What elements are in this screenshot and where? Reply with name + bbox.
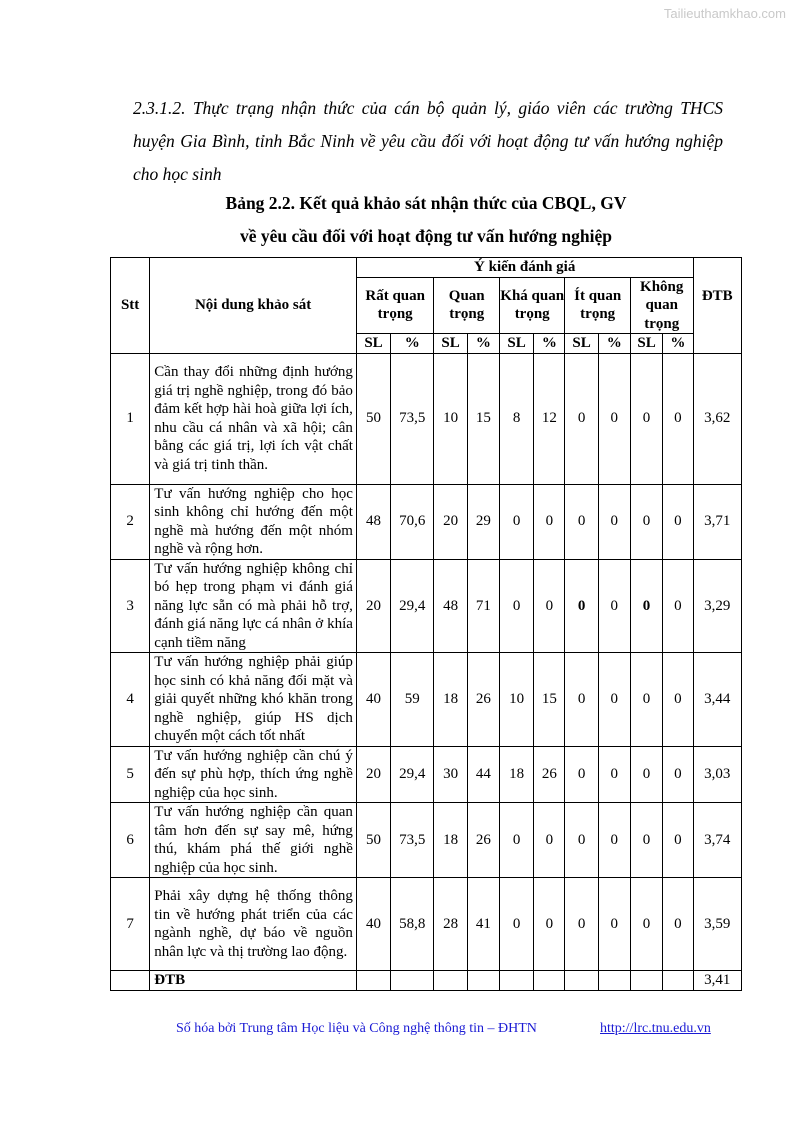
row-value: 50 (356, 803, 390, 878)
header-sl: SL (565, 334, 598, 354)
row-content: Tư vấn hướng nghiệp cần quan tâm hơn đến sự say mê, hứng thú, khám phá thế giới nghề nghiệp của học sinh. (150, 803, 357, 878)
table-caption-line2: về yêu cầu đối với hoạt động tư vấn hướng nghiệp (240, 226, 612, 246)
total-empty (467, 971, 499, 991)
watermark: Tailieuthamkhao.com (663, 6, 786, 21)
header-evaluation-group: Ý kiến đánh giá (356, 258, 693, 278)
row-value: 15 (534, 653, 565, 747)
header-sl: SL (630, 334, 662, 354)
total-empty (630, 971, 662, 991)
row-value: 0 (534, 803, 565, 878)
row-value: 0 (565, 484, 598, 559)
row-stt: 2 (111, 484, 150, 559)
row-value: 20 (356, 746, 390, 803)
row-content: Phải xây dựng hệ thống thông tin về hướng phát triển của các ngành nghề, dự báo về nguồn nhân lực và thị trường lao động. (150, 878, 357, 971)
header-level-4: Ít quan trọng (565, 277, 630, 334)
row-value: 0 (598, 559, 630, 653)
row-value: 0 (598, 803, 630, 878)
row-value: 41 (467, 878, 499, 971)
header-pct: % (467, 334, 499, 354)
row-dtb: 3,71 (693, 484, 742, 559)
row-value: 0 (630, 353, 662, 484)
row-value: 0 (499, 878, 533, 971)
row-value: 40 (356, 878, 390, 971)
total-row (111, 971, 742, 991)
row-value: 0 (565, 803, 598, 878)
row-content: Tư vấn hướng nghiệp không chỉ bó hẹp trong phạm vi đánh giá năng lực sẵn có mà phải hỗ trợ, đánh giá năng lực cá nhân ở khía cạnh tiềm năng (150, 559, 357, 653)
row-value: 0 (630, 878, 662, 971)
row-value: 58,8 (391, 878, 434, 971)
header-stt: Stt (111, 258, 150, 354)
row-value: 15 (467, 353, 499, 484)
row-stt: 4 (111, 653, 150, 747)
row-value: 0 (663, 653, 693, 747)
table-row (111, 353, 742, 484)
table-row (111, 559, 742, 653)
row-value: 28 (434, 878, 467, 971)
row-content: Cần thay đổi những định hướng giá trị nghề nghiệp, trong đó bảo đảm kết hợp hài hoà giữa lợi ích, nhu cầu cá nhân và xã hội; cân bằng các giá trị, lợi ích vật chất và giá trị tinh thần. (150, 353, 357, 484)
row-value: 0 (598, 746, 630, 803)
total-dtb: 3,41 (693, 971, 742, 991)
table-row (111, 746, 742, 803)
total-empty (499, 971, 533, 991)
total-empty (356, 971, 390, 991)
table-body (111, 353, 742, 990)
row-content: Tư vấn hướng nghiệp phải giúp học sinh có khả năng đối mặt và giải quyết những khó khăn trong nghề nghiệp, giúp HS dịch chuyển một cách tốt nhất (150, 653, 357, 747)
row-value: 0 (565, 559, 598, 653)
row-value: 73,5 (391, 803, 434, 878)
row-value: 0 (534, 559, 565, 653)
row-value: 0 (534, 878, 565, 971)
survey-table (110, 257, 742, 991)
total-empty (598, 971, 630, 991)
row-value: 73,5 (391, 353, 434, 484)
row-value: 48 (356, 484, 390, 559)
header-sl: SL (356, 334, 390, 354)
footer-credit: Số hóa bởi Trung tâm Học liệu và Công nghệ thông tin – ĐHTN (176, 1021, 537, 1036)
row-value: 0 (663, 803, 693, 878)
row-value: 0 (499, 559, 533, 653)
row-dtb: 3,29 (693, 559, 742, 653)
row-value: 30 (434, 746, 467, 803)
row-value: 26 (467, 653, 499, 747)
total-stt (111, 971, 150, 991)
total-empty (391, 971, 434, 991)
row-value: 0 (565, 653, 598, 747)
header-dtb: ĐTB (693, 277, 742, 353)
header-pct: % (534, 334, 565, 354)
row-value: 0 (630, 653, 662, 747)
header-pct: % (391, 334, 434, 354)
row-value: 0 (663, 878, 693, 971)
row-value: 0 (630, 559, 662, 653)
row-value: 0 (565, 746, 598, 803)
row-value: 0 (534, 484, 565, 559)
row-value: 8 (499, 353, 533, 484)
table-row (111, 803, 742, 878)
row-value: 44 (467, 746, 499, 803)
row-value: 0 (598, 878, 630, 971)
row-value: 0 (598, 484, 630, 559)
total-label: ĐTB (150, 971, 357, 991)
row-value: 0 (630, 746, 662, 803)
row-content: Tư vấn hướng nghiệp cần chú ý đến sự phù hợp, thích ứng nghề nghiệp của học sinh. (150, 746, 357, 803)
total-empty (434, 971, 467, 991)
row-value: 26 (534, 746, 565, 803)
row-dtb: 3,03 (693, 746, 742, 803)
row-dtb: 3,62 (693, 353, 742, 484)
row-value: 0 (630, 803, 662, 878)
row-value: 40 (356, 653, 390, 747)
row-value: 20 (356, 559, 390, 653)
row-value: 18 (499, 746, 533, 803)
row-value: 48 (434, 559, 467, 653)
row-stt: 3 (111, 559, 150, 653)
row-value: 59 (391, 653, 434, 747)
row-value: 10 (499, 653, 533, 747)
row-dtb: 3,74 (693, 803, 742, 878)
header-level-1: Rất quan trọng (356, 277, 434, 334)
table-row (111, 653, 742, 747)
header-pct: % (663, 334, 693, 354)
row-value: 0 (598, 353, 630, 484)
row-value: 71 (467, 559, 499, 653)
row-value: 29 (467, 484, 499, 559)
row-stt: 5 (111, 746, 150, 803)
row-value: 0 (663, 484, 693, 559)
row-value: 0 (663, 559, 693, 653)
row-stt: 1 (111, 353, 150, 484)
header-content: Nội dung khảo sát (150, 258, 357, 354)
row-value: 18 (434, 653, 467, 747)
row-value: 29,4 (391, 559, 434, 653)
row-value: 0 (499, 484, 533, 559)
header-pct: % (598, 334, 630, 354)
row-value: 0 (565, 353, 598, 484)
total-empty (663, 971, 693, 991)
table-row (111, 878, 742, 971)
header-level-2: Quan trọng (434, 277, 499, 334)
row-value: 50 (356, 353, 390, 484)
table-caption-line1: Bảng 2.2. Kết quả khảo sát nhận thức của CBQL, GV (225, 193, 627, 213)
row-value: 20 (434, 484, 467, 559)
row-dtb: 3,44 (693, 653, 742, 747)
header-sl: SL (499, 334, 533, 354)
footer-link[interactable]: http://lrc.tnu.edu.vn (600, 1021, 711, 1036)
row-stt: 6 (111, 803, 150, 878)
row-stt: 7 (111, 878, 150, 971)
header-level-3: Khá quan trọng (499, 277, 564, 334)
row-content: Tư vấn hướng nghiệp cho học sinh không chỉ hướng đến một nghề mà hướng đến một nhóm nghề và rộng hơn. (150, 484, 357, 559)
row-value: 12 (534, 353, 565, 484)
row-value: 0 (598, 653, 630, 747)
header-level-5: Không quan trọng (630, 277, 693, 334)
row-value: 0 (630, 484, 662, 559)
total-empty (565, 971, 598, 991)
row-value: 0 (565, 878, 598, 971)
row-value: 70,6 (391, 484, 434, 559)
row-value: 29,4 (391, 746, 434, 803)
table-row (111, 484, 742, 559)
row-value: 0 (499, 803, 533, 878)
row-value: 0 (663, 746, 693, 803)
row-dtb: 3,59 (693, 878, 742, 971)
row-value: 0 (663, 353, 693, 484)
section-heading: 2.3.1.2. Thực trạng nhận thức của cán bộ quản lý, giáo viên các trường THCS huyện Gia Bình, tỉnh Bắc Ninh về yêu cầu đối với hoạt động tư vấn hướng nghiệp cho học sinh (133, 98, 723, 184)
row-value: 26 (467, 803, 499, 878)
header-dtb-top (693, 258, 742, 278)
row-value: 18 (434, 803, 467, 878)
header-sl: SL (434, 334, 467, 354)
row-value: 10 (434, 353, 467, 484)
total-empty (534, 971, 565, 991)
